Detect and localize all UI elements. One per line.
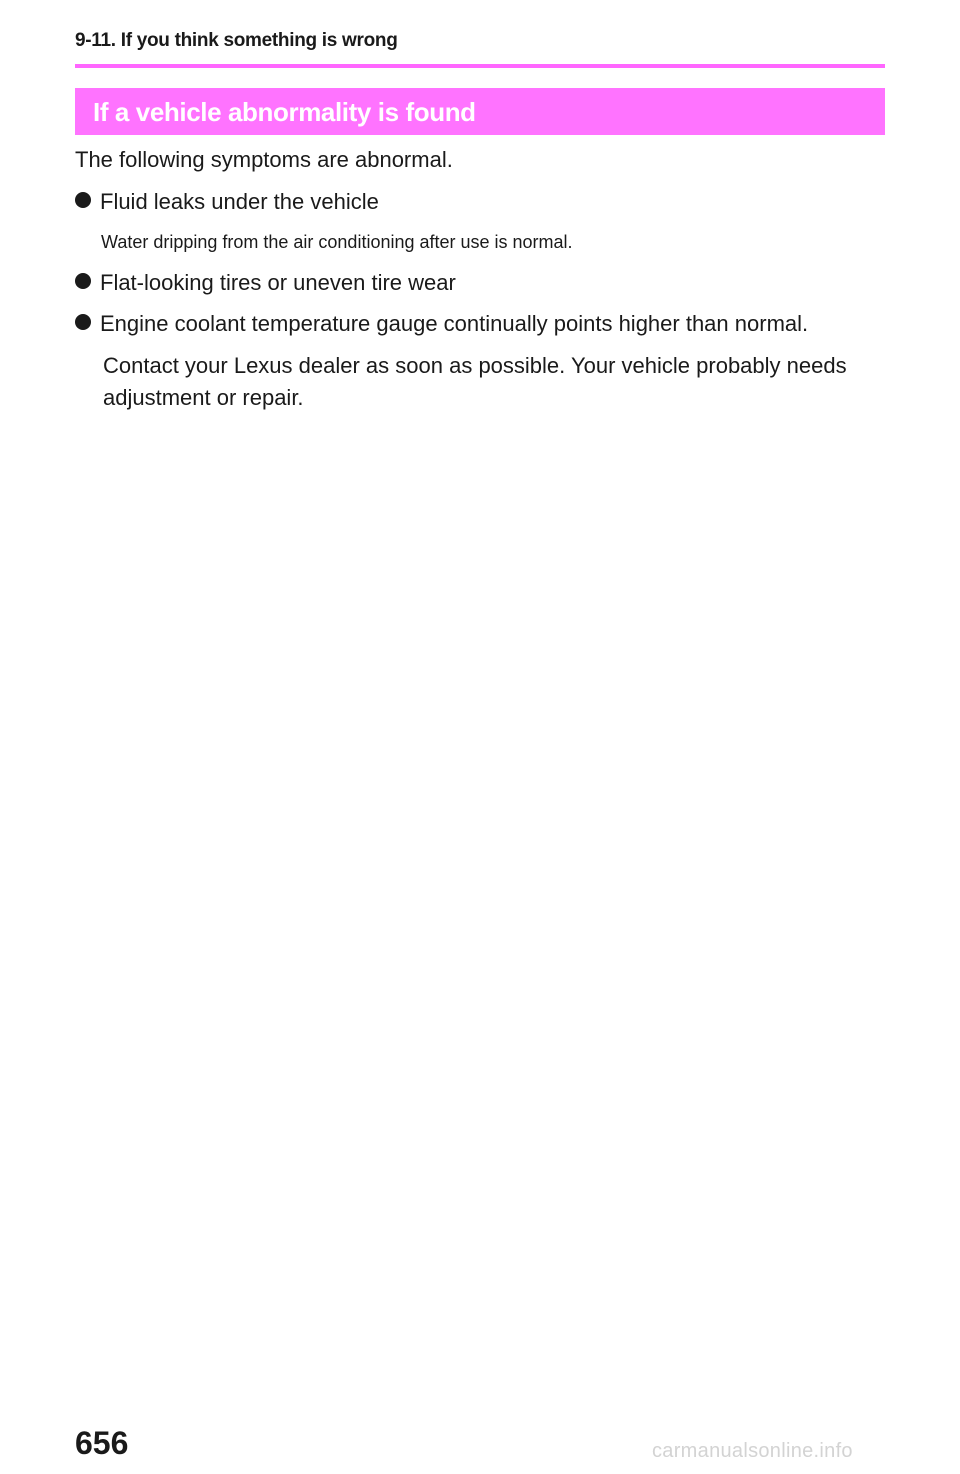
symptom-item [75, 269, 456, 296]
symptom-item [75, 310, 808, 337]
watermark: carmanualsonline.info [652, 1440, 853, 1462]
symptom-text: Fluid leaks under the vehicle [100, 189, 379, 215]
running-head: 9-11. If you think something is wrong [75, 30, 398, 51]
symptom-text: Flat-looking tires or uneven tire wear [100, 270, 456, 296]
section-title: If a vehicle abnormality is found [93, 97, 476, 127]
section-banner [75, 88, 885, 135]
header-rule [75, 64, 885, 68]
intro-text: The following symptoms are abnormal. [75, 147, 453, 172]
symptom-item [75, 188, 379, 215]
fluid-note: Water dripping from the air conditioning after use is normal. [101, 232, 573, 252]
page-number: 656 [75, 1425, 129, 1461]
advice-paragraph: Contact your Lexus dealer as soon as possible. Your vehicle probably needs adjustment or repair. [103, 353, 847, 410]
bullet-icon [75, 273, 91, 289]
bullet-icon [75, 192, 91, 208]
symptom-text: Engine coolant temperature gauge continually points higher than normal. [100, 311, 809, 337]
bullet-icon [75, 314, 91, 330]
